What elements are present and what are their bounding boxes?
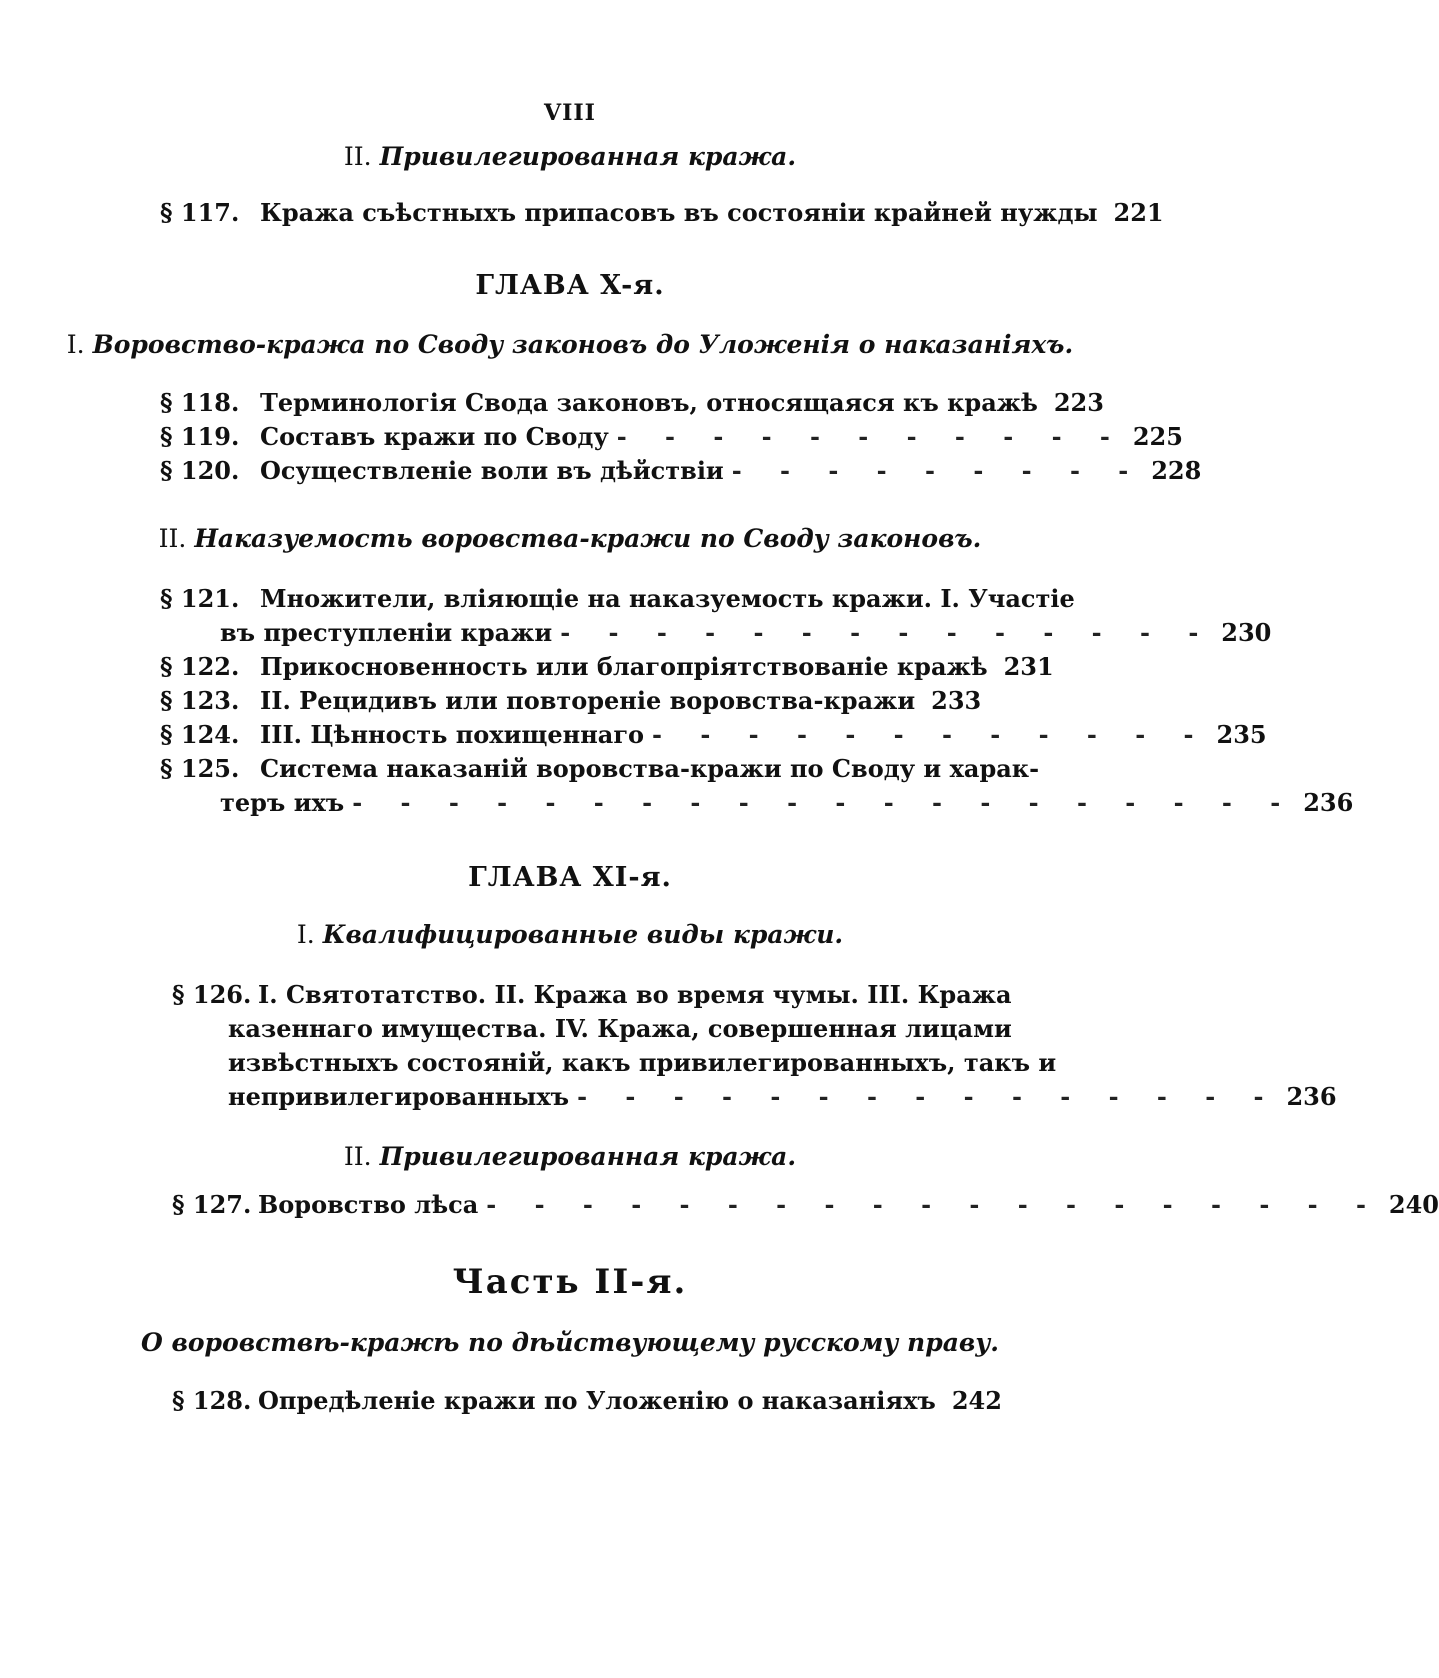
toc-entry-124: § 124. III. Цѣнность похищеннаго - - - - - - - - - - - - 235	[160, 720, 1267, 749]
toc-entry-126: § 126. I. Святотатство. II. Кража во время чумы. III. Кража	[172, 980, 1012, 1009]
toc-entry-125: § 125. Система наказаній воровства-кражи по Своду и харак-	[160, 754, 1040, 783]
toc-entry-127: § 127. Воровство лѣса - - - - - - - - - - - - - - - - - - - 240	[172, 1190, 1439, 1219]
chapter-heading: ГЛАВА XI-я.	[468, 862, 672, 893]
page-ref: 236	[1303, 788, 1354, 817]
page-ref: 242	[951, 1386, 1002, 1415]
toc-entry-126-line2: казеннаго имущества. IV. Кража, совершенная лицами	[228, 1014, 1012, 1043]
page-ref: 230	[1221, 618, 1272, 647]
page-ref: 225	[1132, 422, 1183, 451]
page-ref: 236	[1286, 1082, 1337, 1111]
subsection-heading: II. Привилегированная кража.	[343, 142, 797, 171]
dot-leader: - - - - - - - - - - - - - - - - - - - -	[352, 788, 1296, 817]
toc-entry-118: § 118. Терминологія Свода законовъ, относящаяся къ кражѣ 223	[160, 388, 1104, 417]
page-ref: 235	[1216, 720, 1267, 749]
dot-leader: - - - - - - - - - - - - - -	[560, 618, 1214, 647]
page-ref: 223	[1053, 388, 1104, 417]
toc-entry-126-line3: извѣстныхъ состояній, какъ привилегированныхъ, такъ и	[228, 1048, 1057, 1077]
page-ref: 221	[1113, 198, 1164, 227]
page-ref: 231	[1003, 652, 1054, 681]
dot-leader: - - - - - - - - - - - -	[652, 720, 1209, 749]
chapter-heading: ГЛАВА X-я.	[475, 270, 665, 301]
part-heading: Часть II-я.	[452, 1262, 688, 1302]
toc-entry-123: § 123. II. Рецидивъ или повтореніе воровства-кражи 233	[160, 686, 982, 715]
toc-entry-125-cont: теръ ихъ - - - - - - - - - - - - - - - - - - - - 236	[220, 788, 1354, 817]
subsection-heading: II. Привилегированная кража.	[343, 1142, 797, 1171]
toc-entry-117	[160, 198, 1164, 227]
toc-entry-121: § 121. Множители, вліяющіе на наказуемость кражи. I. Участіе	[160, 584, 1075, 613]
toc-entry-126-line4: непривилегированныхъ - - - - - - - - - - - - - - - 236	[228, 1082, 1337, 1111]
toc-entry-122: § 122. Прикосновенность или благопріятствованіе кражѣ 231	[160, 652, 1054, 681]
part-subtitle: О воровствѣ-кражѣ по дѣйствующему русскому праву.	[140, 1328, 999, 1357]
dot-leader: - - - - - - - - - - - - - - -	[577, 1082, 1279, 1111]
page-ref: 240	[1388, 1190, 1439, 1219]
dot-leader: - - - - - - - - -	[731, 456, 1144, 485]
subsection-heading: II. Наказуемость воровства-кражи по Своду законовъ.	[158, 524, 982, 553]
subsection-heading: I. Воровство-кража по Своду законовъ до Уложенія о наказаніяхъ.	[66, 330, 1074, 359]
dot-leader: - - - - - - - - - - - - - - - - - - -	[486, 1190, 1381, 1219]
page-number: VIII	[544, 100, 596, 126]
section-number: § 117.	[160, 198, 240, 227]
subsection-heading: I. Квалифицированные виды кражи.	[296, 920, 844, 949]
page-ref: 233	[931, 686, 982, 715]
toc-entry-119: § 119. Составъ кражи по Своду - - - - - - - - - - - 225	[160, 422, 1183, 451]
entry-title: Кража съѣстныхъ припасовъ въ состояніи крайней нужды	[260, 198, 1098, 227]
toc-entry-120: § 120. Осуществленіе воли въ дѣйствіи - - - - - - - - - 228	[160, 456, 1202, 485]
dot-leader: - - - - - - - - - - -	[616, 422, 1125, 451]
toc-entry-121-cont: въ преступленіи кражи - - - - - - - - - - - - - - 230	[220, 618, 1272, 647]
page-ref: 228	[1151, 456, 1202, 485]
toc-entry-128: § 128. Опредѣленіе кражи по Уложенію о наказаніяхъ 242	[172, 1386, 1002, 1415]
